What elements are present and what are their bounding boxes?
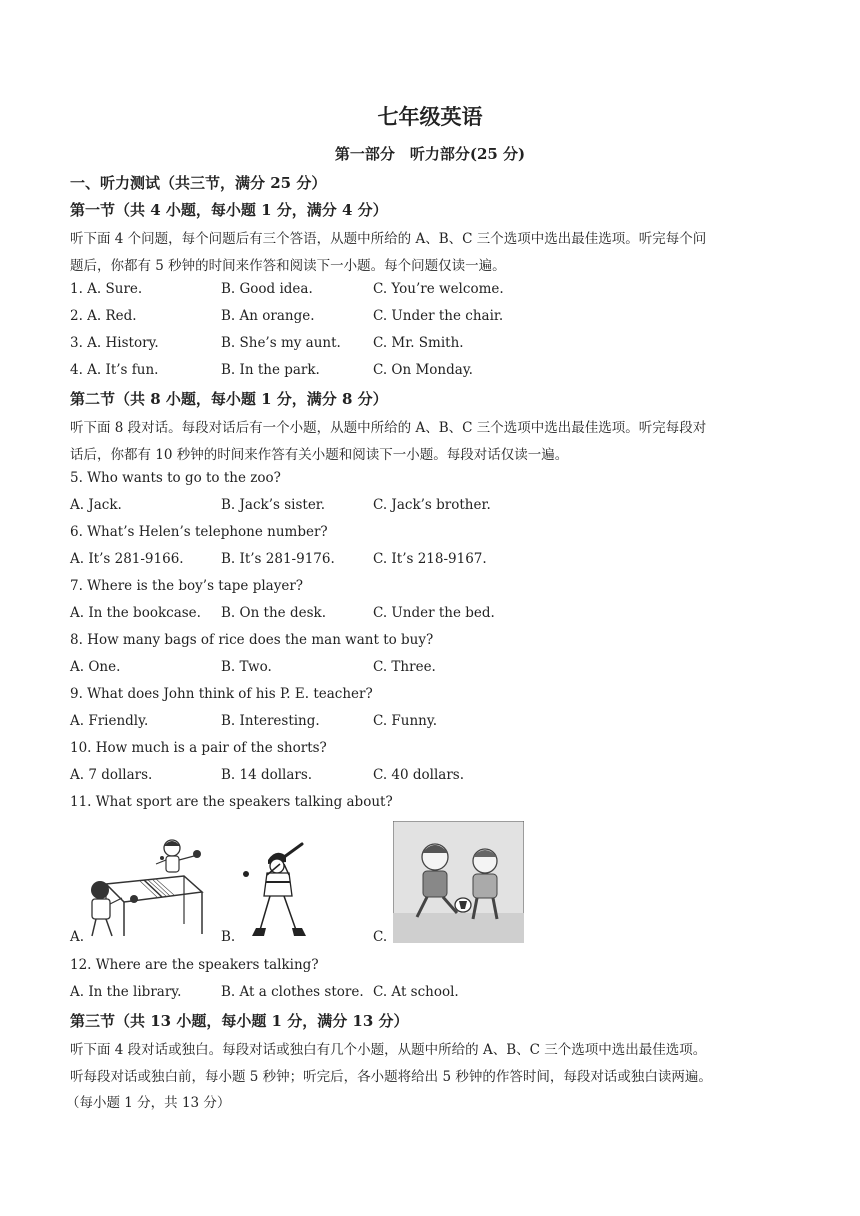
q6-option-c: C. It’s 218-9167. — [373, 551, 487, 567]
q5-option-a: A. Jack. — [70, 497, 122, 513]
q10-question: 10. How much is a pair of the shorts? — [70, 740, 327, 756]
q1-option-b: B. Good idea. — [221, 281, 313, 297]
q8-question: 8. How many bags of rice does the man want to buy? — [70, 632, 434, 648]
q9-option-b: B. Interesting. — [221, 713, 320, 729]
ping-pong-image — [86, 836, 204, 942]
q4-option-b: B. In the park. — [221, 362, 320, 378]
section3-instruction-line3: （每小题 1 分，共 13 分） — [66, 1095, 231, 1111]
q3-option-a: 3. A. History. — [70, 335, 159, 351]
q2-option-a: 2. A. Red. — [70, 308, 137, 324]
section1-instruction-line1: 听下面 4 个问题，每个问题后有三个答语，从题中所给的 A、B、C 三个选项中选出最佳选项。听完每个问 — [70, 231, 707, 247]
q6-option-a: A. It’s 281-9166. — [70, 551, 184, 567]
football-image — [393, 821, 524, 943]
section1-heading: 第一节（共 4 小题，每小题 1 分，满分 4 分） — [70, 201, 388, 219]
q5-option-b: B. Jack’s sister. — [221, 497, 326, 513]
q3-option-c: C. Mr. Smith. — [373, 335, 464, 351]
q11-question: 11. What sport are the speakers talking about? — [70, 794, 393, 810]
q3-option-b: B. She’s my aunt. — [221, 335, 341, 351]
q10-option-a: A. 7 dollars. — [70, 767, 153, 783]
q7-option-a: A. In the bookcase. — [70, 605, 201, 621]
section1-instruction-line2: 题后，你都有 5 秒钟的时间来作答和阅读下一小题。每个问题仅读一遍。 — [70, 258, 506, 274]
q4-option-a: 4. A. It’s fun. — [70, 362, 159, 378]
q5-question: 5. Who wants to go to the zoo? — [70, 470, 281, 486]
page-title: 七年级英语 — [377, 104, 483, 129]
q1-option-a: 1. A. Sure. — [70, 281, 143, 297]
q8-option-b: B. Two. — [221, 659, 272, 675]
q1-option-c: C. You’re welcome. — [373, 281, 504, 297]
q2-option-b: B. An orange. — [221, 308, 315, 324]
q9-option-a: A. Friendly. — [70, 713, 149, 729]
section2-instruction-line2: 话后，你都有 10 秒钟的时间来作答有关小题和阅读下一小题。每段对话仅读一遍。 — [70, 447, 569, 463]
q5-option-c: C. Jack’s brother. — [373, 497, 491, 513]
q2-option-c: C. Under the chair. — [373, 308, 504, 324]
q10-option-c: C. 40 dollars. — [373, 767, 465, 783]
q8-option-a: A. One. — [70, 659, 121, 675]
section2-heading: 第二节（共 8 小题，每小题 1 分，满分 8 分） — [70, 390, 388, 408]
section2-instruction-line1: 听下面 8 段对话。每段对话后有一个小题，从题中所给的 A、B、C 三个选项中选出最佳选项。听完每段对 — [70, 420, 707, 436]
baseball-image — [240, 842, 320, 942]
q6-question: 6. What’s Helen’s telephone number? — [70, 524, 328, 540]
q4-option-c: C. On Monday. — [373, 362, 473, 378]
q11-option-b-label: B. — [221, 929, 236, 945]
q11-option-a-label: A. — [70, 929, 85, 945]
q10-option-b: B. 14 dollars. — [221, 767, 313, 783]
q6-option-b: B. It’s 281-9176. — [221, 551, 335, 567]
q7-option-c: C. Under the bed. — [373, 605, 495, 621]
q8-option-c: C. Three. — [373, 659, 436, 675]
page-subtitle: 第一部分 听力部分(25 分) — [334, 145, 526, 163]
q12-option-a: A. In the library. — [70, 984, 182, 1000]
q7-option-b: B. On the desk. — [221, 605, 326, 621]
q11-option-c-label: C. — [373, 929, 388, 945]
q9-question: 9. What does John think of his P. E. teacher? — [70, 686, 373, 702]
section3-heading: 第三节（共 13 小题，每小题 1 分，满分 13 分） — [70, 1012, 409, 1030]
section3-instruction-line1: 听下面 4 段对话或独白。每段对话或独白有几个小题，从题中所给的 A、B、C 三个选项中选出最佳选项。 — [70, 1042, 707, 1058]
q9-option-c: C. Funny. — [373, 713, 438, 729]
q12-question: 12. Where are the speakers talking? — [70, 957, 319, 973]
q12-option-c: C. At school. — [373, 984, 459, 1000]
section3-instruction-line2: 听每段对话或独白前，每小题 5 秒钟；听完后，各小题将给出 5 秒钟的作答时间，每段对话或独白读两遍。 — [70, 1069, 712, 1085]
part1-heading: 一、听力测试（共三节，满分 25 分） — [70, 174, 327, 192]
q7-question: 7. Where is the boy’s tape player? — [70, 578, 304, 594]
q12-option-b: B. At a clothes store. — [221, 984, 364, 1000]
